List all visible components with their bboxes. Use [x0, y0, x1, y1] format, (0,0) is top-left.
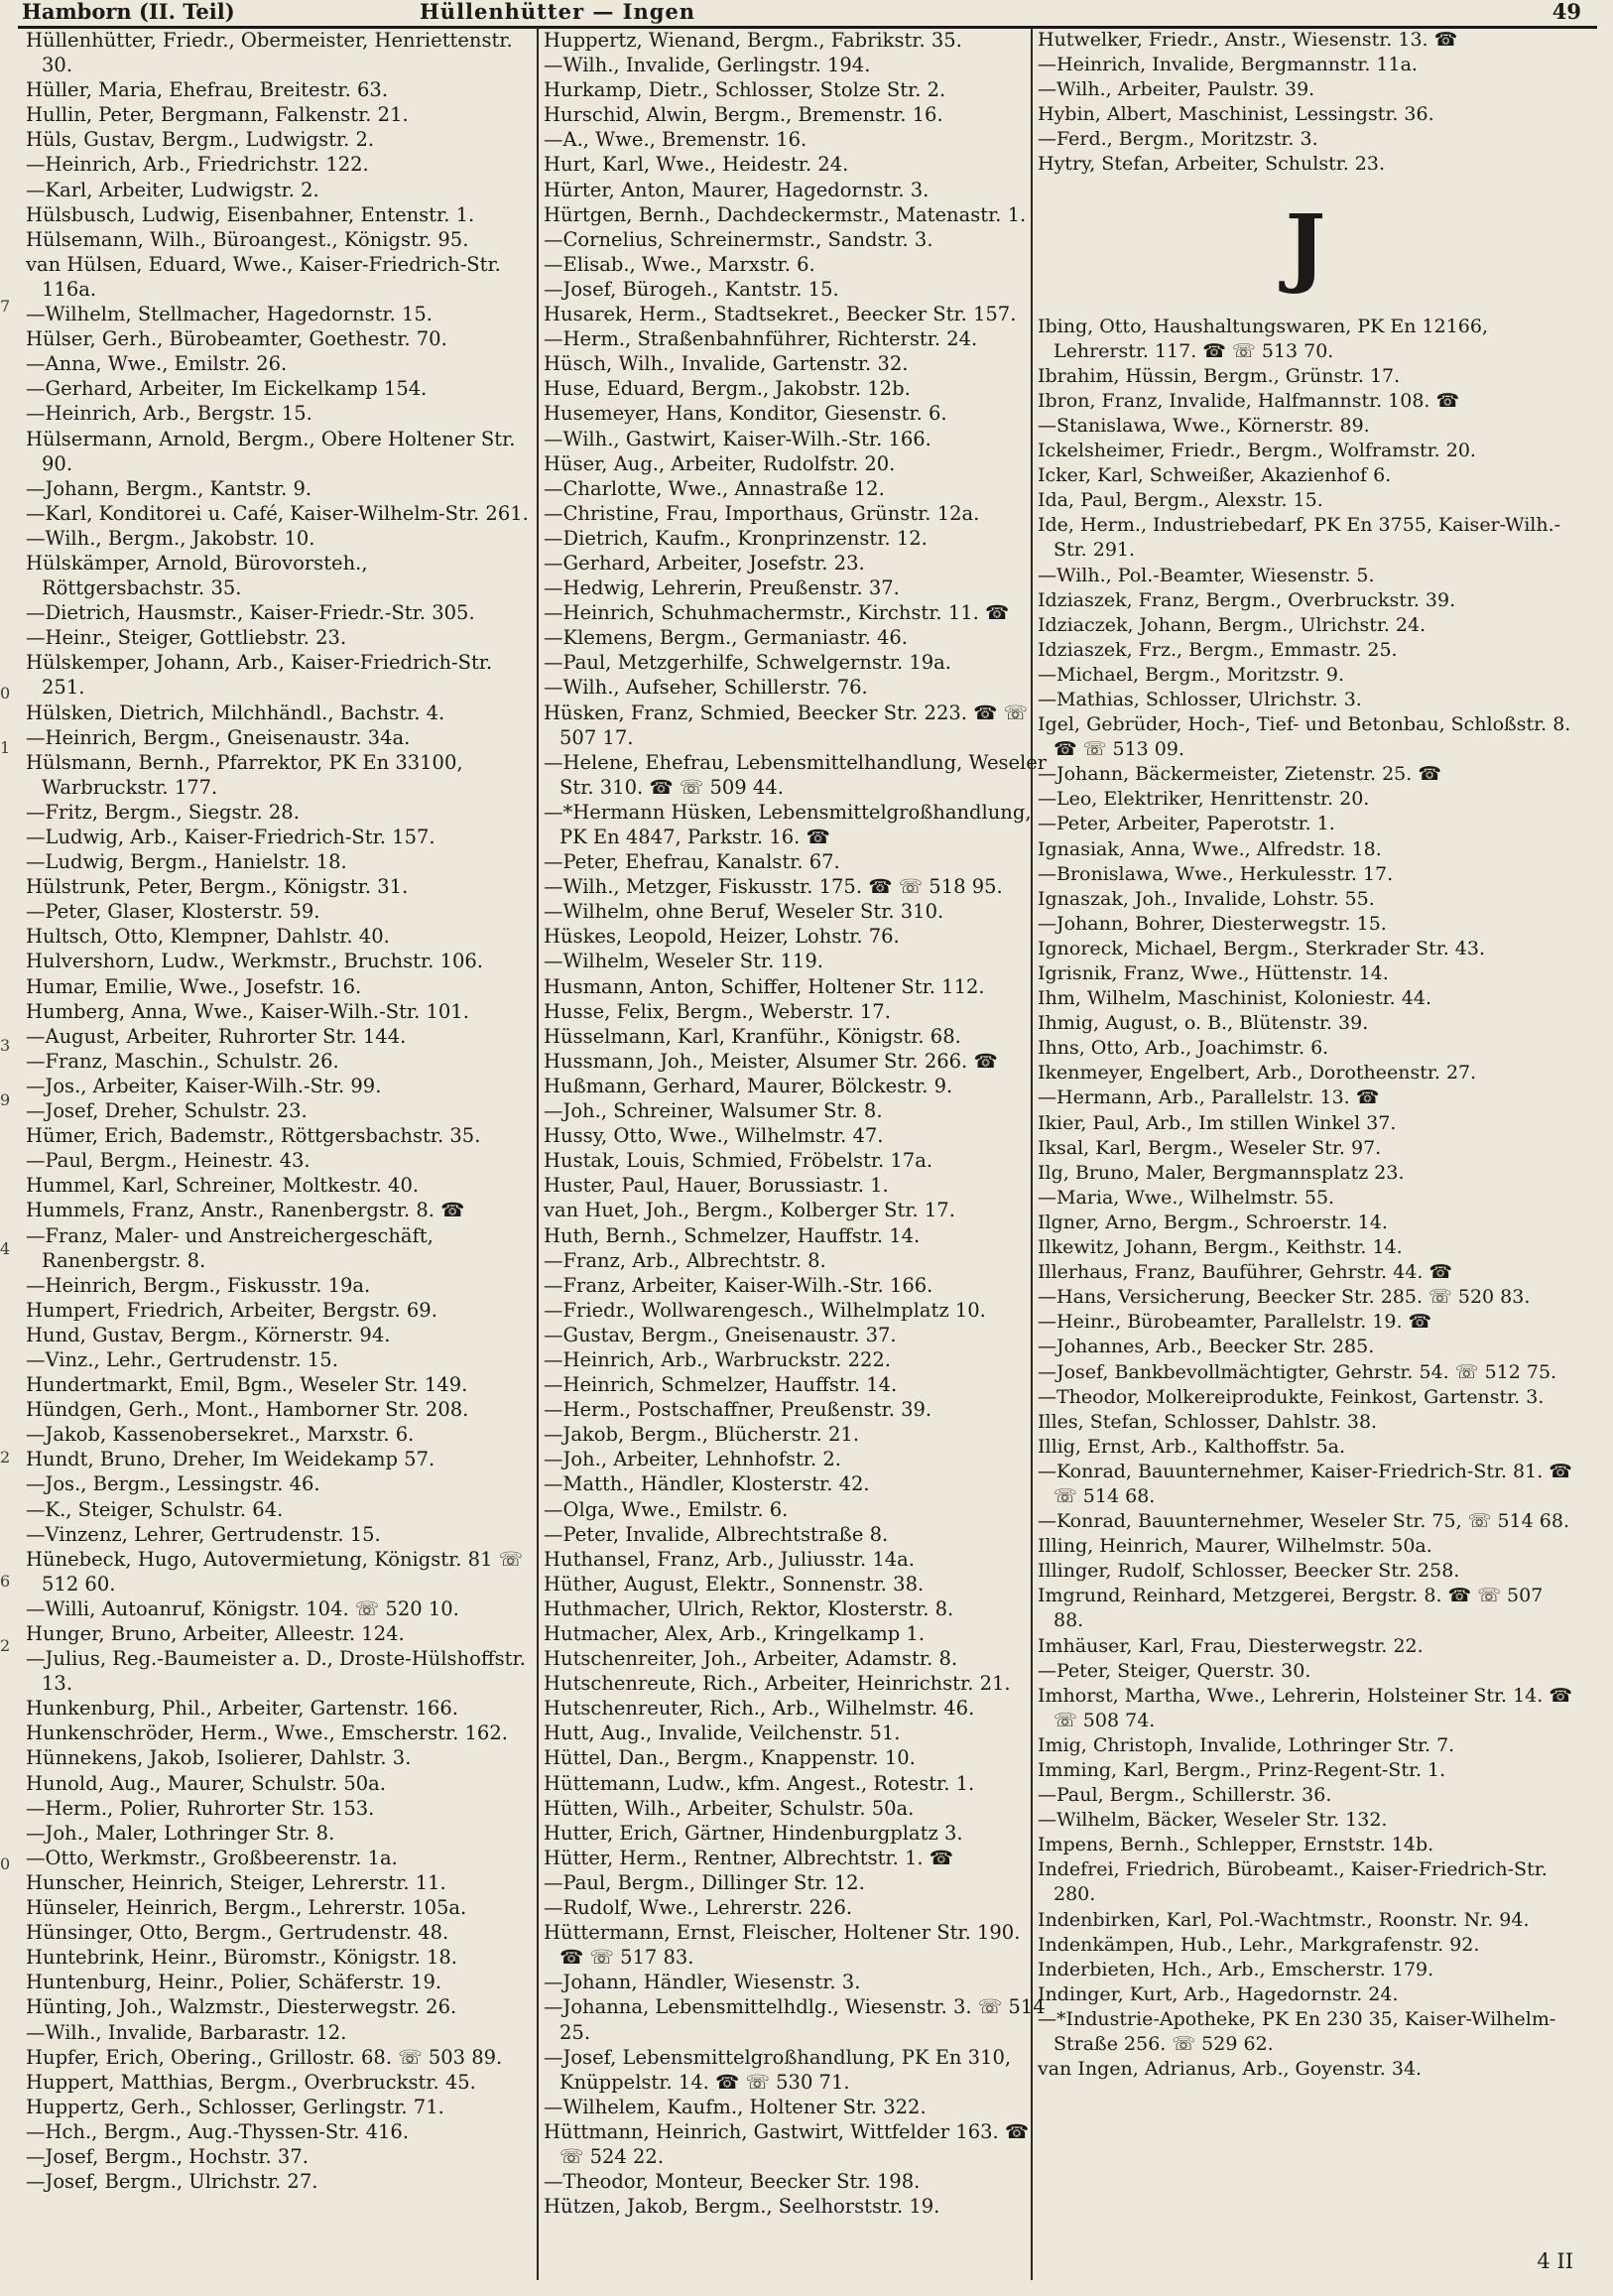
directory-entry: Hüsken, Franz, Schmied, Beecker Str. 223. ☎ ☏ 507 17.	[544, 701, 1029, 749]
directory-entry: —Joh., Maler, Lothringer Str. 8.	[26, 1821, 335, 1845]
directory-entry: Idziaczek, Johann, Bergm., Ulrichstr. 24.	[1038, 613, 1427, 636]
directory-entry: —Gerhard, Arbeiter, Josefstr. 23.	[544, 551, 865, 574]
directory-entry: Ihm, Wilhelm, Maschinist, Koloniestr. 44.	[1038, 987, 1431, 1010]
directory-entry: Indinger, Kurt, Arb., Hagedornstr. 24.	[1038, 1982, 1399, 2005]
directory-entry: Hullin, Peter, Bergmann, Falkenstr. 21.	[26, 103, 409, 127]
directory-entry: —Wilh., Bergm., Jakobstr. 10.	[26, 526, 315, 550]
directory-entry: Huntebrink, Heinr., Büromstr., Königstr. 18.	[26, 1946, 457, 1970]
directory-entry: Indefrei, Friedrich, Bürobeamt., Kaiser-Friedrich-Str. 280.	[1038, 1858, 1548, 1906]
edge-fragment: 1	[0, 738, 11, 757]
directory-entry: Hüskes, Leopold, Heizer, Lohstr. 76.	[544, 925, 900, 949]
directory-entry: —Bronislawa, Wwe., Herkulesstr. 17.	[1038, 862, 1394, 885]
directory-entry: —Jakob, Bergm., Blücherstr. 21.	[544, 1423, 860, 1447]
directory-entry: —*Hermann Hüsken, Lebensmittelgroßhandlung, PK En 4847, Parkstr. 16. ☎	[544, 800, 1032, 848]
directory-entry: Indenkämpen, Hub., Lehr., Markgrafenstr. 92.	[1038, 1933, 1480, 1956]
directory-entry: Husemeyer, Hans, Konditor, Giesenstr. 6.	[544, 402, 947, 426]
directory-entry: —Heinrich, Arb., Bergstr. 15.	[26, 402, 312, 426]
directory-entry: Humpert, Friedrich, Arbeiter, Bergstr. 69.	[26, 1298, 437, 1322]
directory-entry: Hutmacher, Alex, Arb., Kringelkamp 1.	[544, 1622, 926, 1645]
directory-entry: —Cornelius, Schreinermstr., Sandstr. 3.	[544, 227, 933, 251]
directory-entry: —Peter, Glaser, Klosterstr. 59.	[26, 900, 320, 924]
directory-entry: Illig, Ernst, Arb., Kalthoffstr. 5a.	[1038, 1435, 1346, 1458]
directory-entry: —Gerhard, Arbeiter, Im Eickelkamp 154.	[26, 377, 428, 401]
directory-entry: —Josef, Bergm., Ulrichstr. 27.	[26, 2170, 318, 2194]
edge-fragment: 0	[0, 1854, 11, 1873]
directory-entry: —Jos., Bergm., Lessingstr. 46.	[26, 1472, 320, 1496]
directory-entry: —Heinrich, Invalide, Bergmannstr. 11a.	[1038, 54, 1418, 76]
directory-entry: —Josef, Bürogeh., Kantstr. 15.	[544, 277, 839, 301]
directory-entry: Hulvershorn, Ludw., Werkmstr., Bruchstr. 106.	[26, 950, 483, 973]
directory-entry: —Herm., Straßenbahnführer, Richterstr. 24.	[544, 327, 978, 351]
column-3	[1038, 28, 1573, 2082]
directory-entry: —Ludwig, Arb., Kaiser-Friedrich-Str. 157.	[26, 826, 435, 848]
directory-entry: —Jakob, Kassenobersekret., Marxstr. 6.	[26, 1423, 415, 1447]
directory-entry: Huthansel, Franz, Arb., Juliusstr. 14a.	[544, 1547, 915, 1571]
directory-entry: —Willi, Autoanruf, Königstr. 104. ☏ 520 10.	[26, 1596, 459, 1620]
directory-entry: Imhäuser, Karl, Frau, Diesterwegstr. 22.	[1038, 1634, 1424, 1657]
directory-entry: —Charlotte, Wwe., Annastraße 12.	[544, 476, 885, 500]
directory-entry: —Wilhelm, ohne Beruf, Weseler Str. 310.	[544, 900, 944, 924]
directory-entry: —Franz, Maler- und Anstreichergeschäft, Ranenbergstr. 8.	[26, 1223, 434, 1272]
directory-entry: Hupfer, Erich, Obering., Grillostr. 68. ☏ 503 89.	[26, 2045, 503, 2069]
directory-entry: —Elisab., Wwe., Marxstr. 6.	[544, 252, 815, 276]
directory-entry: Illes, Stefan, Schlosser, Dahlstr. 38.	[1038, 1410, 1378, 1433]
directory-entry: —Josef, Lebensmittelgroßhandlung, PK En 310, Knüppelstr. 14. ☎ ☏ 530 71.	[544, 2045, 1012, 2094]
directory-entry: —Paul, Bergm., Heinestr. 43.	[26, 1149, 310, 1173]
directory-entry: —Dietrich, Kaufm., Kronprinzenstr. 12.	[544, 526, 928, 550]
directory-entry: Humberg, Anna, Wwe., Kaiser-Wilh.-Str. 101.	[26, 999, 469, 1023]
directory-entry: Hummel, Karl, Schreiner, Moltkestr. 40.	[26, 1174, 420, 1198]
directory-entry: Icker, Karl, Schweißer, Akazienhof 6.	[1038, 464, 1392, 487]
directory-entry: van Ingen, Adrianus, Arb., Goyenstr. 34.	[1038, 2058, 1423, 2081]
directory-entry: Ida, Paul, Bergm., Alexstr. 15.	[1038, 489, 1323, 512]
directory-entry: —Franz, Maschin., Schulstr. 26.	[26, 1049, 339, 1073]
directory-entry: Imming, Karl, Bergm., Prinz-Regent-Str. 1.	[1038, 1759, 1446, 1781]
directory-entry: —Paul, Bergm., Dillinger Str. 12.	[544, 1870, 865, 1894]
directory-entry: Hütter, Herm., Rentner, Albrechtstr. 1. ☎	[544, 1846, 954, 1869]
directory-entry: Illerhaus, Franz, Bauführer, Gehrstr. 44. ☎	[1038, 1261, 1453, 1284]
directory-entry: —Karl, Arbeiter, Ludwigstr. 2.	[26, 178, 319, 201]
directory-entry: Hünebeck, Hugo, Autovermietung, Königstr. 81 ☏ 512 60.	[26, 1547, 524, 1595]
directory-entry: —Stanislawa, Wwe., Körnerstr. 89.	[1038, 414, 1370, 437]
directory-entry: Hülskemper, Johann, Arb., Kaiser-Friedrich-Str. 251.	[26, 651, 493, 700]
directory-entry: —Heinrich, Schuhmachermstr., Kirchstr. 11. ☎	[544, 601, 1010, 625]
directory-entry: Hunkenburg, Phil., Arbeiter, Gartenstr. 166.	[26, 1697, 458, 1721]
directory-entry: Igel, Gebrüder, Hoch-, Tief- und Betonbau, Schloßstr. 8. ☎ ☏ 513 09.	[1038, 713, 1571, 761]
directory-entry: —Wilhelm, Stellmacher, Hagedornstr. 15.	[26, 303, 434, 326]
directory-entry: Hummels, Franz, Anstr., Ranenbergstr. 8. ☎	[26, 1199, 465, 1222]
directory-entry: —Olga, Wwe., Emilstr. 6.	[544, 1497, 789, 1521]
directory-entry: Hutschenreiter, Joh., Arbeiter, Adamstr. 8.	[544, 1647, 958, 1671]
edge-fragment: 6	[0, 1572, 11, 1591]
directory-entry: —Heinrich, Bergm., Gneisenaustr. 34a.	[26, 725, 411, 749]
directory-entry: —Joh., Schreiner, Walsumer Str. 8.	[544, 1099, 883, 1123]
edge-fragment: 9	[0, 1090, 11, 1109]
directory-entry: —Ludwig, Bergm., Hanielstr. 18.	[26, 850, 347, 874]
directory-entry: —Matth., Händler, Klosterstr. 42.	[544, 1472, 870, 1496]
directory-entry: Ihns, Otto, Arb., Joachimstr. 6.	[1038, 1037, 1329, 1060]
directory-entry: —Heinr., Bürobeamter, Parallelstr. 19. ☎	[1038, 1311, 1432, 1334]
directory-entry: Inderbieten, Hch., Arb., Emscherstr. 179.	[1038, 1958, 1434, 1980]
directory-entry: —Dietrich, Hausmstr., Kaiser-Friedr.-Str. 305.	[26, 601, 475, 625]
directory-entry: Hurt, Karl, Wwe., Heidestr. 24.	[544, 153, 849, 177]
directory-entry: —August, Arbeiter, Ruhrorter Str. 144.	[26, 1024, 407, 1048]
directory-entry: Husarek, Herm., Stadtsekret., Beecker Str. 157.	[544, 303, 1017, 326]
directory-entry: Hußmann, Gerhard, Maurer, Bölckestr. 9.	[544, 1074, 953, 1097]
edge-fragment: 4	[0, 1239, 11, 1258]
directory-entry: Husse, Felix, Bergm., Weberstr. 17.	[544, 999, 891, 1023]
directory-entry: Ignaszak, Joh., Invalide, Lohstr. 55.	[1038, 887, 1375, 910]
directory-entry: Hülstrunk, Peter, Bergm., Königstr. 31.	[26, 875, 409, 899]
directory-entry: Hülsermann, Arnold, Bergm., Obere Holtener Str. 90.	[26, 427, 516, 475]
directory-entry: —Franz, Arbeiter, Kaiser-Wilh.-Str. 166.	[544, 1273, 933, 1297]
directory-entry: —Herm., Postschaffner, Preußenstr. 39.	[544, 1398, 932, 1422]
header-range-title: Hüllenhütter — Ingen	[419, 0, 696, 24]
directory-entry: —Theodor, Monteur, Beecker Str. 198.	[544, 2170, 921, 2194]
column-2	[544, 28, 1050, 2219]
directory-entry: —Johann, Händler, Wiesenstr. 3.	[544, 1971, 861, 1994]
directory-entry: —Johanna, Lebensmittelhdlg., Wiesenstr. 3. ☏ 514 25.	[544, 1995, 1046, 2044]
directory-entry: Hurschid, Alwin, Bergm., Bremenstr. 16.	[544, 103, 943, 127]
directory-entry: Hultsch, Otto, Klempner, Dahlstr. 40.	[26, 925, 390, 949]
directory-entry: Iksal, Karl, Bergm., Weseler Str. 97.	[1038, 1136, 1382, 1159]
column-divider	[537, 28, 539, 2280]
directory-entry: Hündgen, Gerh., Mont., Hamborner Str. 208.	[26, 1398, 469, 1422]
directory-entry: —Heinrich, Arb., Warbruckstr. 222.	[544, 1347, 891, 1371]
directory-entry: —Wilh., Invalide, Barbarastr. 12.	[26, 2020, 347, 2044]
directory-entry: Hüllenhütter, Friedr., Obermeister, Henriettenstr. 30.	[26, 29, 513, 77]
directory-entry: Huppertz, Gerh., Schlosser, Gerlingstr. 71.	[26, 2095, 444, 2118]
directory-entry: —Paul, Bergm., Schillerstr. 36.	[1038, 1784, 1332, 1807]
directory-entry: —Michael, Bergm., Moritzstr. 9.	[1038, 663, 1345, 686]
directory-entry: Hütten, Wilh., Arbeiter, Schulstr. 50a.	[544, 1796, 915, 1820]
edge-fragment: 7	[0, 297, 11, 316]
directory-entry: Hülser, Gerh., Bürobeamter, Goethestr. 70.	[26, 327, 447, 351]
directory-entry: Hüttemann, Ludw., kfm. Angest., Rotestr. 1.	[544, 1771, 975, 1795]
directory-entry: —Heinrich, Bergm., Fiskusstr. 19a.	[26, 1273, 371, 1297]
directory-entry: —Heinrich, Arb., Friedrichstr. 122.	[26, 153, 369, 177]
directory-entry: —K., Steiger, Schulstr. 64.	[26, 1497, 284, 1521]
directory-entry: —Peter, Arbeiter, Paperotstr. 1.	[1038, 813, 1335, 835]
directory-entry: Hülsemann, Wilh., Büroangest., Königstr. 95.	[26, 227, 469, 251]
edge-fragment: 2	[0, 1636, 11, 1655]
directory-entry: —*Industrie-Apotheke, PK En 230 35, Kaiser-Wilhelm-Straße 256. ☏ 529 62.	[1038, 2007, 1556, 2056]
page-signature: 4 II	[1537, 2249, 1573, 2273]
directory-entry: —Konrad, Bauunternehmer, Kaiser-Friedrich-Str. 81. ☎ ☏ 514 68.	[1038, 1460, 1572, 1507]
directory-entry: Hünnekens, Jakob, Isolierer, Dahlstr. 3.	[26, 1746, 412, 1770]
directory-entry: —Wilhelm, Bäcker, Weseler Str. 132.	[1038, 1809, 1388, 1832]
directory-entry: —Friedr., Wollwarengesch., Wilhelmplatz 10.	[544, 1298, 986, 1322]
directory-entry: Huster, Paul, Hauer, Borussiastr. 1.	[544, 1174, 889, 1198]
directory-entry: Ibing, Otto, Haushaltungswaren, PK En 12166, Lehrerstr. 117. ☎ ☏ 513 70.	[1038, 315, 1489, 362]
directory-entry: Hutt, Aug., Invalide, Veilchenstr. 51.	[544, 1722, 901, 1745]
directory-entry: —Johann, Bäckermeister, Zietenstr. 25. ☎	[1038, 763, 1442, 786]
directory-entry: Ibron, Franz, Invalide, Halfmannstr. 108. ☎	[1038, 389, 1460, 412]
directory-entry: —Johann, Bohrer, Diesterwegstr. 15.	[1038, 912, 1387, 935]
directory-entry: Impens, Bernh., Schlepper, Ernststr. 14b.	[1038, 1834, 1434, 1856]
edge-fragment: 0	[0, 684, 11, 702]
directory-entry: —Vinz., Lehr., Gertrudenstr. 15.	[26, 1347, 338, 1371]
directory-entry: Ihmig, August, o. B., Blütenstr. 39.	[1038, 1012, 1369, 1035]
directory-entry: —Wilh., Invalide, Gerlingstr. 194.	[544, 54, 871, 77]
directory-entry: —Wilhelm, Weseler Str. 119.	[544, 950, 823, 973]
directory-entry: Hünsinger, Otto, Bergm., Gertrudenstr. 48.	[26, 1921, 449, 1945]
directory-entry: Hunscher, Heinrich, Steiger, Lehrerstr. 11.	[26, 1870, 446, 1894]
directory-entry: Hüther, August, Elektr., Sonnenstr. 38.	[544, 1572, 925, 1595]
directory-entry: —Otto, Werkmstr., Großbeerenstr. 1a.	[26, 1846, 398, 1869]
directory-entry: Hutwelker, Friedr., Anstr., Wiesenstr. 13. ☎	[1038, 29, 1458, 51]
directory-entry: Huppert, Matthias, Bergm., Overbruckstr. 45.	[26, 2070, 476, 2094]
directory-entry: Humar, Emilie, Wwe., Josefstr. 16.	[26, 974, 362, 998]
directory-entry: Idziaszek, Frz., Bergm., Emmastr. 25.	[1038, 638, 1398, 661]
directory-entry: —Heinrich, Schmelzer, Hauffstr. 14.	[544, 1373, 898, 1397]
page-number: 49	[1551, 0, 1581, 24]
directory-entry: Hüttmann, Heinrich, Gastwirt, Wittfelder 163. ☎ ☏ 524 22.	[544, 2119, 1030, 2168]
page-header	[22, 0, 1589, 24]
directory-entry: van Huet, Joh., Bergm., Kolberger Str. 17.	[544, 1199, 955, 1222]
directory-entry: —Fritz, Bergm., Siegstr. 28.	[26, 800, 300, 824]
directory-entry: —Konrad, Bauunternehmer, Weseler Str. 75, ☏ 514 68.	[1038, 1510, 1569, 1533]
edge-fragment: 2	[0, 1448, 11, 1467]
directory-entry: Hümer, Erich, Bademstr., Röttgersbachstr. 35.	[26, 1124, 481, 1148]
directory-entry: Hytry, Stefan, Arbeiter, Schulstr. 23.	[1038, 153, 1386, 176]
directory-entry: —A., Wwe., Bremenstr. 16.	[544, 128, 807, 152]
section-letter-heading: J	[1285, 195, 1326, 297]
directory-entry: Hybin, Albert, Maschinist, Lessingstr. 36.	[1038, 103, 1434, 126]
directory-entry: Huse, Eduard, Bergm., Jakobstr. 12b.	[544, 377, 911, 401]
directory-entry: Ignasiak, Anna, Wwe., Alfredstr. 18.	[1038, 837, 1382, 860]
directory-entry: Igrisnik, Franz, Wwe., Hüttenstr. 14.	[1038, 962, 1389, 984]
directory-entry: Imgrund, Reinhard, Metzgerei, Bergstr. 8. ☎ ☏ 507 88.	[1038, 1585, 1544, 1632]
directory-entry: Hussmann, Joh., Meister, Alsumer Str. 266. ☎	[544, 1049, 998, 1073]
directory-entry: Hutschenreute, Rich., Arbeiter, Heinrichstr. 21.	[544, 1672, 1011, 1696]
directory-entry: Hutschenreuter, Rich., Arb., Wilhelmstr. 46.	[544, 1697, 975, 1721]
directory-entry: —Gustav, Bergm., Gneisenaustr. 37.	[544, 1323, 897, 1346]
directory-entry: Hussy, Otto, Wwe., Wilhelmstr. 47.	[544, 1124, 884, 1148]
directory-entry: —Rudolf, Wwe., Lehrerstr. 226.	[544, 1896, 853, 1920]
directory-entry: —Wilh., Pol.-Beamter, Wiesenstr. 5.	[1038, 564, 1375, 586]
directory-entry: —Herm., Polier, Ruhrorter Str. 153.	[26, 1796, 375, 1820]
directory-entry: Ickelsheimer, Friedr., Bergm., Wolframstr. 20.	[1038, 440, 1476, 462]
directory-entry: —Mathias, Schlosser, Ulrichstr. 3.	[1038, 688, 1362, 710]
directory-entry: —Wilh., Gastwirt, Kaiser-Wilh.-Str. 166.	[544, 427, 931, 450]
directory-entry: Ibrahim, Hüssin, Bergm., Grünstr. 17.	[1038, 364, 1401, 387]
directory-entry: Indenbirken, Karl, Pol.-Wachtmstr., Roonstr. Nr. 94.	[1038, 1908, 1530, 1931]
directory-entry: —Wilh., Arbeiter, Paulstr. 39.	[1038, 78, 1315, 101]
directory-entry: —Karl, Konditorei u. Café, Kaiser-Wilhelm-Str. 261.	[26, 501, 529, 525]
directory-entry: —Heinr., Steiger, Gottliebstr. 23.	[26, 626, 347, 650]
directory-entry: —Hans, Versicherung, Beecker Str. 285. ☏ 520 83.	[1038, 1286, 1531, 1309]
directory-entry: —Franz, Arb., Albrechtstr. 8.	[544, 1248, 826, 1272]
directory-entry: —Josef, Bergm., Hochstr. 37.	[26, 2144, 309, 2168]
directory-entry: Hutter, Erich, Gärtner, Hindenburgplatz 3.	[544, 1821, 963, 1845]
directory-entry: —Jos., Arbeiter, Kaiser-Wilh.-Str. 99.	[26, 1074, 382, 1097]
directory-entry: —Klemens, Bergm., Germaniastr. 46.	[544, 626, 909, 650]
directory-entry: —Johann, Bergm., Kantstr. 9.	[26, 476, 312, 500]
directory-entry: —Johannes, Arb., Beecker Str. 285.	[1038, 1336, 1375, 1358]
column-3-entries-after	[1038, 315, 1573, 2083]
directory-entry: —Maria, Wwe., Wilhelmstr. 55.	[1038, 1186, 1335, 1209]
directory-entry: —Anna, Wwe., Emilstr. 26.	[26, 352, 288, 376]
directory-entry: Hützen, Jakob, Bergm., Seelhorststr. 19.	[544, 2195, 940, 2219]
directory-entry: Hund, Gustav, Bergm., Körnerstr. 94.	[26, 1323, 391, 1346]
directory-entry: Ilkewitz, Johann, Bergm., Keithstr. 14.	[1038, 1236, 1403, 1259]
directory-entry: —Wilh., Aufseher, Schillerstr. 76.	[544, 676, 868, 700]
directory-entry: —Hedwig, Lehrerin, Preußenstr. 37.	[544, 576, 900, 600]
directory-entry: Imig, Christoph, Invalide, Lothringer Str. 7.	[1038, 1733, 1455, 1756]
directory-entry: —Wilh., Metzger, Fiskusstr. 175. ☎ ☏ 518 95.	[544, 875, 1003, 899]
directory-entry: Imhorst, Martha, Wwe., Lehrerin, Holsteiner Str. 14. ☎ ☏ 508 74.	[1038, 1684, 1572, 1731]
directory-entry: Hurkamp, Dietr., Schlosser, Stolze Str. 2.	[544, 78, 946, 102]
directory-entry: Hundt, Bruno, Dreher, Im Weidekamp 57.	[26, 1448, 435, 1471]
column-1	[26, 28, 532, 2194]
directory-entry: Hüttel, Dan., Bergm., Knappenstr. 10.	[544, 1746, 916, 1770]
directory-entry: Illinger, Rudolf, Schlosser, Beecker Str. 258.	[1038, 1560, 1460, 1583]
directory-entry: Hülsbusch, Ludwig, Eisenbahner, Entenstr. 1.	[26, 202, 475, 226]
directory-entry: Ilg, Bruno, Maler, Bergmannsplatz 23.	[1038, 1161, 1405, 1184]
directory-entry: Hunold, Aug., Maurer, Schulstr. 50a.	[26, 1771, 386, 1795]
directory-entry: —Josef, Bankbevollmächtigter, Gehrstr. 54. ☏ 512 75.	[1038, 1360, 1557, 1383]
edge-fragment: 3	[0, 1036, 11, 1055]
directory-entry: —Theodor, Molkereiprodukte, Feinkost, Gartenstr. 3.	[1038, 1385, 1545, 1408]
directory-entry: Hunkenschröder, Herm., Wwe., Emscherstr. 162.	[26, 1722, 508, 1745]
directory-entry: —Paul, Metzgerhilfe, Schwelgernstr. 19a.	[544, 651, 951, 675]
directory-entry: Huntenburg, Heinr., Polier, Schäferstr. 19.	[26, 1971, 442, 1994]
directory-entry: —Hch., Bergm., Aug.-Thyssen-Str. 416.	[26, 2119, 410, 2143]
directory-entry: Hüls, Gustav, Bergm., Ludwigstr. 2.	[26, 128, 375, 152]
directory-entry: —Josef, Dreher, Schulstr. 23.	[26, 1099, 308, 1123]
header-section-label: Hamborn (II. Teil)	[22, 0, 235, 24]
directory-entry: Hüller, Maria, Ehefrau, Breitestr. 63.	[26, 78, 389, 102]
directory-entry: —Peter, Ehefrau, Kanalstr. 67.	[544, 850, 840, 874]
directory-entry: Hünseler, Heinrich, Bergm., Lehrerstr. 105a.	[26, 1896, 467, 1920]
directory-entry: Ilgner, Arno, Bergm., Schroerstr. 14.	[1038, 1211, 1388, 1233]
directory-entry: Husmann, Anton, Schiffer, Holtener Str. 112.	[544, 974, 985, 998]
directory-entry: Huppertz, Wienand, Bergm., Fabrikstr. 35.	[544, 29, 962, 52]
directory-entry: Ikenmeyer, Engelbert, Arb., Dorotheenstr. 27.	[1038, 1062, 1477, 1084]
directory-entry: Ide, Herm., Industriebedarf, PK En 3755, Kaiser-Wilh.-Str. 291.	[1038, 514, 1561, 562]
directory-entry: —Julius, Reg.-Baumeister a. D., Droste-Hülshoffstr. 13.	[26, 1647, 526, 1696]
directory-entry: Hüsselmann, Karl, Kranführ., Königstr. 68.	[544, 1024, 961, 1048]
directory-entry: —Vinzenz, Lehrer, Gertrudenstr. 15.	[26, 1522, 381, 1546]
directory-entry: Hunger, Bruno, Arbeiter, Alleestr. 124.	[26, 1622, 405, 1645]
directory-entry: Hülskämper, Arnold, Bürovorsteh., Röttgersbachstr. 35.	[26, 551, 368, 600]
directory-entry: Hüsch, Wilh., Invalide, Gartenstr. 32.	[544, 352, 909, 376]
directory-entry: —Leo, Elektriker, Henrittenstr. 20.	[1038, 788, 1370, 811]
directory-entry: —Hermann, Arb., Parallelstr. 13. ☎	[1038, 1086, 1380, 1109]
directory-entry: van Hülsen, Eduard, Wwe., Kaiser-Friedrich-Str. 116a.	[26, 252, 501, 301]
directory-entry: —Wilhelem, Kaufm., Holtener Str. 322.	[544, 2095, 927, 2118]
directory-entry: Hürter, Anton, Maurer, Hagedornstr. 3.	[544, 178, 930, 201]
directory-entry: Hünting, Joh., Walzmstr., Diesterwegstr. 26.	[26, 1995, 457, 2019]
directory-entry: —Peter, Invalide, Albrechtstraße 8.	[544, 1522, 889, 1546]
directory-entry: Hundertmarkt, Emil, Bgm., Weseler Str. 149.	[26, 1373, 468, 1397]
directory-entry: Hüttermann, Ernst, Fleischer, Holtener Str. 190. ☎ ☏ 517 83.	[544, 1921, 1021, 1970]
directory-entry: Ignoreck, Michael, Bergm., Sterkrader Str. 43.	[1038, 937, 1485, 959]
directory-entry: Illing, Heinrich, Maurer, Wilhelmstr. 50a.	[1038, 1535, 1432, 1558]
directory-entry: Idziaszek, Franz, Bergm., Overbruckstr. 39.	[1038, 588, 1456, 611]
column-3-entries-before	[1038, 28, 1573, 178]
directory-entry: —Peter, Steiger, Querstr. 30.	[1038, 1659, 1311, 1682]
directory-entry: Hüser, Aug., Arbeiter, Rudolfstr. 20.	[544, 451, 896, 475]
directory-entry: Huthmacher, Ulrich, Rektor, Klosterstr. 8.	[544, 1596, 954, 1620]
directory-entry: Hülsmann, Bernh., Pfarrektor, PK En 33100, Warbruckstr. 177.	[26, 750, 463, 799]
directory-entry: Hülsken, Dietrich, Milchhändl., Bachstr. 4.	[26, 701, 445, 724]
directory-entry: Huth, Bernh., Schmelzer, Hauffstr. 14.	[544, 1223, 921, 1247]
directory-entry: Ikier, Paul, Arb., Im stillen Winkel 37.	[1038, 1111, 1397, 1134]
directory-entry: Hustak, Louis, Schmied, Fröbelstr. 17a.	[544, 1149, 933, 1173]
directory-entry: —Joh., Arbeiter, Lehnhofstr. 2.	[544, 1448, 841, 1471]
directory-entry: —Helene, Ehefrau, Lebensmittelhandlung, Weseler Str. 310. ☎ ☏ 509 44.	[544, 750, 1048, 799]
directory-entry: —Christine, Frau, Importhaus, Grünstr. 12a.	[544, 501, 980, 525]
directory-entry: —Ferd., Bergm., Moritzstr. 3.	[1038, 128, 1318, 151]
directory-entry: Hürtgen, Bernh., Dachdeckermstr., Matenastr. 1.	[544, 202, 1027, 226]
